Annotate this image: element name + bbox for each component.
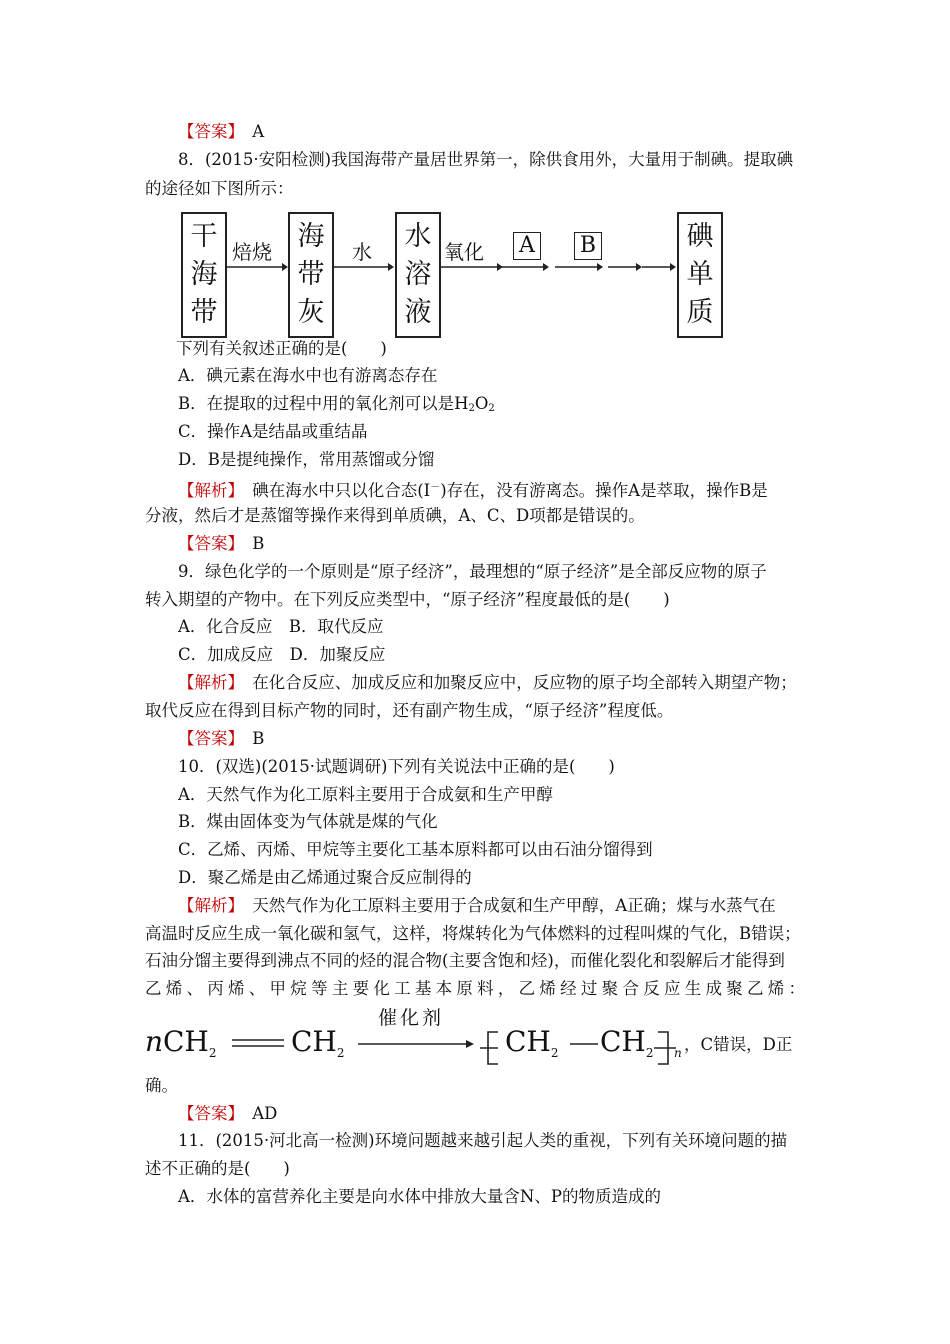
q9-options-line2: C．加成反应 D．加聚反应 [178,645,386,664]
analysis-tag: 【解析】 [178,673,236,692]
q10-option-b: B．煤由固体变为气体就是煤的气化 [178,812,438,831]
q8-option-b: B．在提取的过程中用的氧化剂可以是$H_2O_2$ [178,394,495,414]
q9-analysis-line2: 取代反应在得到目标产物的同时，还有副产物生成，“原子经济”程度低。 [145,701,674,720]
answer-value: A [252,122,265,141]
answer-tag: 【答案】 [178,1104,236,1123]
q8-answer: 【答案】 B [178,534,265,553]
double-bond-icon [232,1038,284,1048]
q7-answer [178,119,264,145]
q8-option-c: C．操作A是结晶或重结晶 [178,422,368,441]
water-label: 水 [352,240,372,264]
roast-label: 焙烧 [232,240,272,264]
eq-ch2-poly-left: $CH_2$ [505,1025,559,1060]
polymer-bracket-left-icon [480,1030,502,1066]
answer-tag: 【答案】 [178,534,236,553]
eq-ch2-poly-right: $CH_2$ [600,1025,654,1060]
single-bond-icon [570,1042,598,1046]
kelp-ash-box: 海 带 灰 [288,212,334,338]
operation-a-box: A [513,232,541,260]
operation-b-box: B [574,232,602,260]
arrow-icon [441,262,503,272]
arrow-icon [555,262,603,272]
q11-stem-line2: 述不正确的是( ) [145,1159,290,1178]
q8-analysis-line2: 分液，然后才是蒸馏等操作来得到单质碘，A、C、D项都是错误的。 [145,506,645,525]
q10-analysis-line4: 乙烯、丙烯、甲烷等主要化工基本原料，乙烯经过聚合反应生成聚乙烯： [145,979,805,998]
aqueous-solution-box: 水 溶 液 [395,212,441,338]
catalyst-label: 催化剂 [378,1007,445,1029]
eq-ch2-right: $CH_2$ [291,1025,345,1060]
iodine-element-box: 碘 单 质 [677,212,723,338]
q8-prompt: 下列有关叙述正确的是( ) [176,339,387,358]
oxidize-label: 氧化 [444,240,484,264]
q10-stem: 10．(双选)(2015·试题调研)下列有关说法中正确的是( ) [178,757,615,776]
q9-answer: 【答案】 B [178,729,265,748]
analysis-tag: 【解析】 [178,896,236,915]
arrow-icon [501,262,549,272]
q8-analysis-line1: 【解析】 碘在海水中只以化合态(I－)存在，没有游离态。操作A是萃取，操作B是 [178,481,768,500]
q10-analysis-line3: 石油分馏主要得到沸点不同的烃的混合物(主要含饱和烃)，而催化裂化和裂解后才能得到 [145,951,785,970]
q9-options-line1: A．化合反应 B．取代反应 [178,617,384,636]
arrow-icon [608,262,642,272]
arrow-icon [358,1039,474,1049]
q8-option-d: D．B是提纯操作，常用蒸馏或分馏 [178,450,435,469]
q8-stem-line2: 的途径如下图所示： [145,179,294,198]
eq-tail-text: ，C错误，D正 [684,1035,793,1054]
q10-option-a: A．天然气作为化工原料主要用于合成氨和生产甲醇 [178,785,553,804]
q9-stem-line2: 转入期望的产物中。在下列反应类型中，“原子经济”程度最低的是( ) [145,590,670,609]
eq-n: n [145,1025,164,1058]
q8-option-a: A．碘元素在海水中也有游离态存在 [178,366,438,385]
q10-option-d: D．聚乙烯是由乙烯通过聚合反应制得的 [178,868,472,887]
q10-option-c: C．乙烯、丙烯、甲烷等主要化工基本原料都可以由石油分馏得到 [178,840,653,859]
q10-analysis-line1: 【解析】 天然气作为化工原料主要用于合成氨和生产甲醇，A正确；煤与水蒸气在 [178,896,776,915]
dry-kelp-box: 干 海 带 [181,212,227,338]
q9-analysis-line1: 【解析】 在化合反应、加成反应和加聚反应中，反应物的原子均全部转入期望产物； [178,673,797,692]
answer-tag: 【答案】 [178,729,236,748]
eq-subscript-n: n [674,1046,682,1060]
q11-stem-line1: 11．(2015·河北高一检测)环境问题越来越引起人类的重视，下列有关环境问题的描 [178,1131,788,1150]
arrow-icon [226,262,288,272]
arrow-icon [334,262,394,272]
eq-ch2-left: $CH_2$ [163,1025,217,1060]
answer-tag: 【答案】 [178,122,236,141]
analysis-tag: 【解析】 [178,481,236,500]
q10-answer: 【答案】 AD [178,1104,278,1123]
q8-stem-line1: 8．(2015·安阳检测)我国海带产量居世界第一，除供食用外，大量用于制碘。提取碘 [178,150,794,169]
polymer-bracket-right-icon [654,1030,676,1066]
q11-option-a: A．水体的富营养化主要是向水体中排放大量含N、P的物质造成的 [178,1187,661,1206]
q10-analysis-line5: 确。 [145,1076,178,1095]
q10-analysis-line2: 高温时反应生成一氧化碳和氢气，这样，将煤转化为气体燃料的过程叫煤的气化，B错误； [145,924,801,943]
arrow-icon [642,262,676,272]
q9-stem-line1: 9．绿色化学的一个原则是“原子经济”，最理想的“原子经济”是全部反应物的原子 [178,562,767,581]
